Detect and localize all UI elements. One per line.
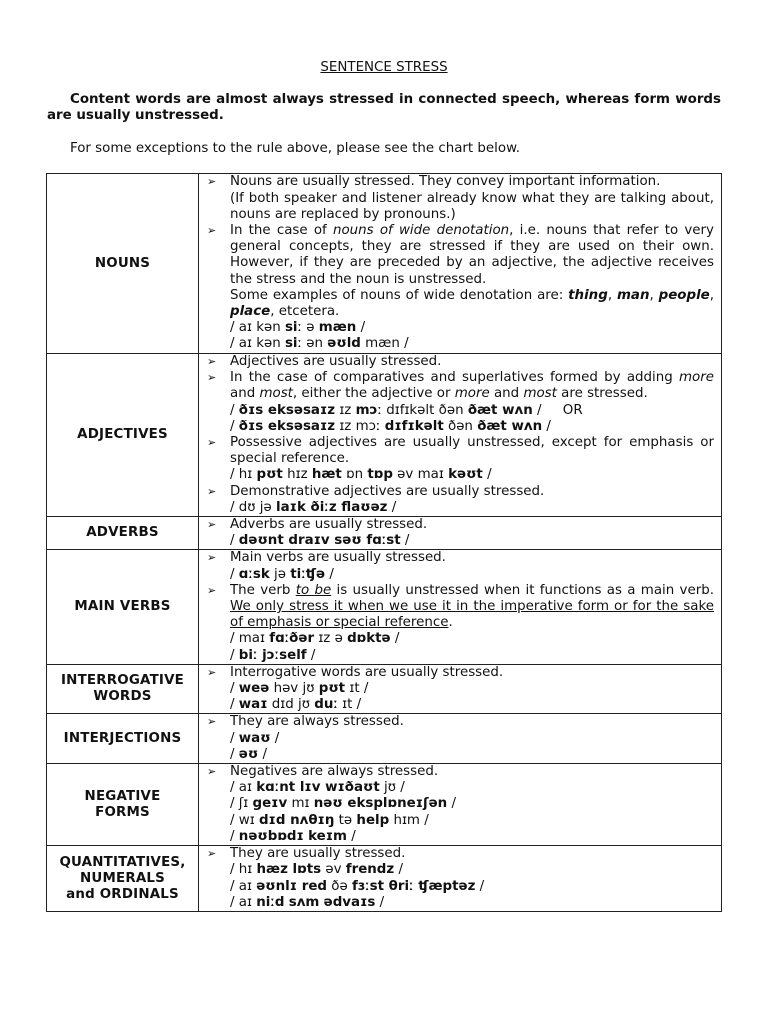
category-quantitatives: QUANTITATIVES, NUMERALS and ORDINALS — [47, 846, 199, 912]
list-item: ➢ They are always stressed. — [207, 714, 404, 730]
ipa-example: / aɪ kən siː ə mæn / — [230, 320, 366, 336]
list-item: ➢ Negatives are always stressed. — [207, 764, 439, 780]
table-row-nouns — [47, 174, 722, 354]
description-interjections — [199, 714, 722, 764]
arrow-bullet-icon: ➢ — [207, 765, 217, 779]
category-nouns: NOUNS — [47, 174, 199, 354]
table-row-adverbs — [47, 517, 722, 550]
arrow-bullet-icon: ➢ — [207, 223, 217, 237]
category-negative-forms: NEGATIVE FORMS — [47, 764, 199, 846]
ipa-example: / ɑːsk jə tiːʧə / — [230, 566, 334, 582]
description-adjectives — [199, 354, 722, 517]
list-item: ➢ In the case of comparatives and superlatives formed by adding more and most, either the adjective or more and most are stressed. — [207, 370, 714, 402]
arrow-bullet-icon: ➢ — [207, 436, 217, 450]
arrow-bullet-icon: ➢ — [207, 715, 217, 729]
ipa-example: / dəʊnt draɪv səʊ fɑːst / — [230, 533, 410, 549]
arrow-bullet-icon: ➢ — [207, 583, 217, 597]
examples-line: Some examples of nouns of wide denotation are: thing, man, people, place, etcetera. — [230, 287, 715, 319]
ipa-example: / hɪ hæz lɒts əv frendz / — [230, 862, 403, 878]
category-adjectives: ADJECTIVES — [47, 354, 199, 517]
list-item-continuation: (If both speaker and listener already know what they are talking about, nouns are replaced by pronouns.) — [230, 190, 714, 222]
description-quantitatives — [199, 846, 722, 912]
ipa-example: / əʊ / — [230, 746, 267, 762]
table-row-quantitatives — [47, 846, 722, 912]
category-main-verbs: MAIN VERBS — [47, 550, 199, 664]
list-item: ➢ In the case of nouns of wide denotation, i.e. nouns that refer to very general concepts, they are stressed if they are used on their own. However, if they are preceded by an adjective, the adjective receives the stress and the noun is unstressed. — [207, 222, 714, 287]
table-row-main-verbs — [47, 550, 722, 664]
arrow-bullet-icon: ➢ — [207, 551, 217, 565]
ipa-example: / waʊ / — [230, 730, 280, 746]
list-item: ➢ Nouns are usually stressed. They convey important information. — [207, 174, 661, 190]
list-item: ➢ Demonstrative adjectives are usually stressed. — [207, 483, 545, 499]
table-row-negative-forms — [47, 764, 722, 846]
arrow-bullet-icon: ➢ — [207, 518, 217, 532]
description-nouns — [199, 174, 722, 354]
intro-paragraph: Content words are almost always stressed in connected speech, whereas form words are usually unstressed. — [47, 92, 721, 123]
table-row-adjectives — [47, 354, 722, 517]
description-main-verbs — [199, 550, 722, 664]
ipa-example: / waɪ dɪd jʊ duː ɪt / — [230, 697, 362, 713]
table-row-interrogative — [47, 664, 722, 714]
ipa-example: / biː jɔːself / — [230, 647, 316, 663]
ipa-example: / aɪ kən siː ən əʊld mæn / — [230, 336, 409, 352]
category-interrogative-words: INTERROGATIVE WORDS — [47, 664, 199, 714]
table-row-interjections — [47, 714, 722, 764]
list-item: ➢ Possessive adjectives are usually unstressed, except for emphasis or special reference. — [207, 435, 714, 467]
chart-note: For some exceptions to the rule above, please see the chart below. — [70, 141, 521, 156]
ipa-example: / maɪ fɑːðər ɪz ə dɒktə / — [230, 631, 400, 647]
ipa-example: / aɪ kɑːnt lɪv wɪðaʊt jʊ / — [230, 780, 405, 796]
list-item: ➢ The verb to be is usually unstressed when it functions as a main verb. We only stress it when we use it in the imperative form or for the sake of emphasis or special reference. — [207, 582, 714, 631]
ipa-example: / ʃɪ geɪv mɪ nəʊ eksplɒneɪʃən / — [230, 796, 456, 812]
arrow-bullet-icon: ➢ — [207, 847, 217, 861]
list-item: ➢ Adverbs are usually stressed. — [207, 517, 428, 533]
list-item: ➢ Main verbs are usually stressed. — [207, 550, 446, 566]
ipa-example: / aɪ niːd sʌm ədvaɪs / — [230, 894, 385, 910]
ipa-example: / wɪ dɪd nʌθɪŋ tə help hɪm / — [230, 812, 429, 828]
ipa-example: / weə həv jʊ pʊt ɪt / — [230, 681, 369, 697]
list-item: ➢ They are usually stressed. — [207, 846, 406, 862]
description-interrogative — [199, 664, 722, 714]
arrow-bullet-icon: ➢ — [207, 355, 217, 368]
ipa-example: / ðɪs eksəsaɪz ɪz mɔː dɪfɪkəlt ðən ðæt wʌn / OR — [230, 402, 583, 418]
arrow-bullet-icon: ➢ — [207, 175, 217, 189]
arrow-bullet-icon: ➢ — [207, 371, 217, 385]
list-item: ➢ Interrogative words are usually stressed. — [207, 664, 504, 680]
ipa-example: / aɪ əʊnlɪ red ðə fɜːst θriː ʧæptəz / — [230, 878, 485, 894]
arrow-bullet-icon: ➢ — [207, 665, 217, 679]
description-negative — [199, 764, 722, 846]
description-adverbs — [199, 517, 722, 550]
ipa-example: / nəʊbɒdɪ keɪm / — [230, 828, 356, 844]
arrow-bullet-icon: ➢ — [207, 484, 217, 498]
stress-table — [46, 173, 722, 912]
page-title: SENTENCE STRESS — [320, 60, 448, 75]
ipa-example: / ðɪs eksəsaɪz ɪz mɔː dɪfɪkəlt ðən ðæt wʌn / — [230, 418, 551, 434]
list-item: ➢ Adjectives are usually stressed. — [207, 354, 442, 369]
category-adverbs: ADVERBS — [47, 517, 199, 550]
category-interjections: INTERJECTIONS — [47, 714, 199, 764]
ipa-example: / dʊ jə laɪk ðiːz flaʊəz / — [230, 499, 397, 515]
ipa-example: / hɪ pʊt hɪz hæt ɒn tɒp əv maɪ kəʊt / — [230, 467, 492, 483]
